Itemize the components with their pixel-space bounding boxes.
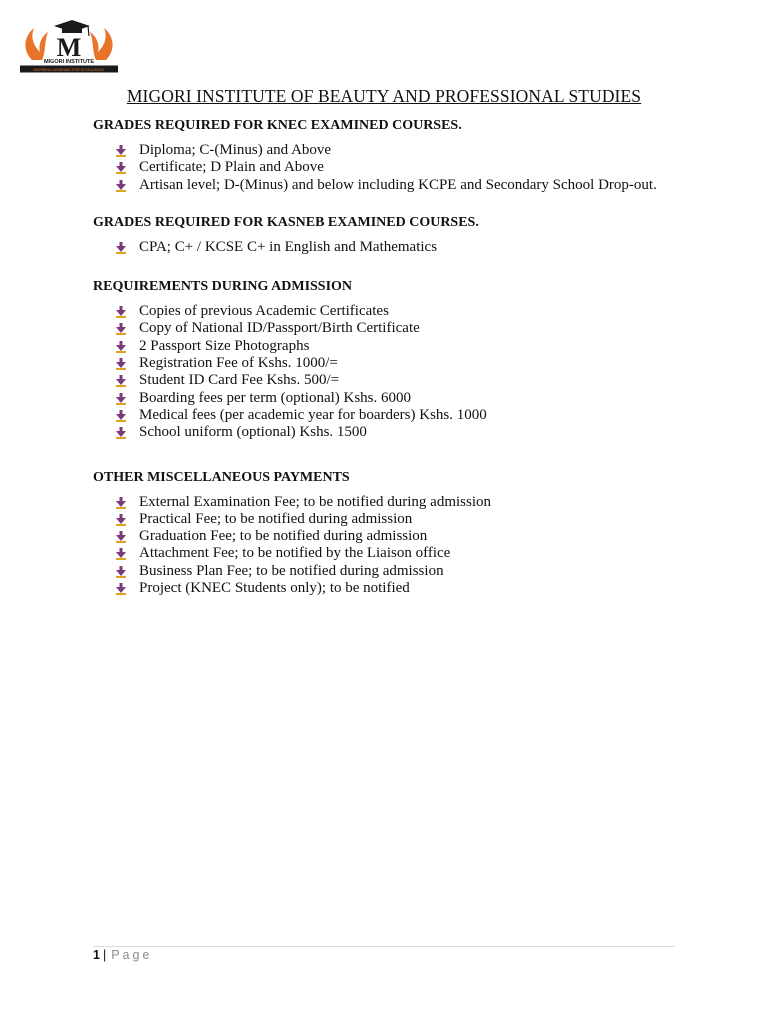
page-label: Page	[111, 948, 153, 962]
arrow-bullet-icon	[115, 180, 127, 192]
section-kasneb-grades	[93, 213, 673, 256]
list-item	[139, 355, 673, 372]
list-item-text: Attachment Fee; to be notified by the Liaison office	[139, 545, 451, 562]
arrow-bullet-icon	[115, 393, 127, 405]
list-item	[139, 511, 673, 528]
list-item	[139, 142, 673, 159]
list-item-text: CPA; C+ / KCSE C+ in English and Mathematics	[139, 238, 438, 255]
list-item-text: Certificate; D Plain and Above	[139, 159, 324, 176]
list-item	[139, 177, 673, 194]
list-item-text: Boarding fees per term (optional) Kshs. 6000	[139, 389, 412, 406]
arrow-bullet-icon	[115, 358, 127, 370]
logo-name: MIGORI INSTITUTE	[43, 59, 95, 65]
list-item-text: Project (KNEC Students only); to be notified	[139, 580, 410, 597]
arrow-bullet-icon	[115, 306, 127, 318]
list-item-text: Diploma; C-(Minus) and Above	[139, 142, 332, 158]
list-item	[139, 159, 673, 176]
arrow-bullet-icon	[115, 531, 127, 543]
document-body	[93, 116, 673, 597]
arrow-bullet-icon	[115, 427, 127, 439]
list-item	[139, 390, 673, 407]
logo-tagline: INSPIRING LEARNING FOR EXCELLENCE	[33, 68, 105, 72]
section-knec-grades	[93, 116, 673, 194]
arrow-bullet-icon	[115, 242, 127, 254]
list-item-text: Student ID Card Fee Kshs. 500/=	[139, 372, 340, 389]
document-title: MIGORI INSTITUTE OF BEAUTY AND PROFESSIONAL STUDIES	[126, 86, 642, 106]
arrow-bullet-icon	[115, 341, 127, 353]
list-item-text: External Examination Fee; to be notified during admission	[139, 493, 492, 510]
list-item	[139, 545, 673, 562]
section-misc-payments	[93, 468, 673, 598]
arrow-bullet-icon	[115, 145, 127, 157]
list-item-text: Artisan level; D-(Minus) and below including KCPE and Secondary School Drop-out.	[139, 176, 657, 193]
list-item	[139, 303, 673, 320]
section-heading: GRADES REQUIRED FOR KNEC EXAMINED COURSES.	[93, 118, 462, 133]
list-item	[139, 338, 673, 355]
section-heading: GRADES REQUIRED FOR KASNEB EXAMINED COURSES.	[93, 214, 479, 230]
logo-graphic	[16, 16, 122, 76]
list-item	[139, 239, 673, 256]
footer-separator: |	[102, 948, 107, 962]
list-item	[139, 580, 673, 597]
section-heading: REQUIREMENTS DURING ADMISSION	[93, 279, 353, 295]
list-item-text: Registration Fee of Kshs. 1000/=	[139, 355, 338, 372]
arrow-bullet-icon	[115, 583, 127, 595]
arrow-bullet-icon	[115, 375, 127, 387]
section-heading: OTHER MISCELLANEOUS PAYMENTS	[93, 469, 350, 485]
list-item-text: Copy of National ID/Passport/Birth Certificate	[139, 320, 420, 337]
list-item	[139, 320, 673, 337]
bullet-list	[93, 303, 673, 441]
arrow-bullet-icon	[115, 514, 127, 526]
institute-logo	[16, 16, 122, 76]
list-item-text: Medical fees (per academic year for boarders) Kshs. 1000	[139, 406, 487, 423]
arrow-bullet-icon	[115, 162, 127, 174]
list-item	[139, 528, 673, 545]
list-item-text: Business Plan Fee; to be notified during admission	[139, 562, 444, 579]
page-number: 1	[93, 948, 100, 962]
list-item	[139, 424, 673, 441]
list-item-text: Copies of previous Academic Certificates	[139, 303, 389, 320]
list-item-text: 2 Passport Size Photographs	[139, 337, 310, 354]
list-item-text: Graduation Fee; to be notified during admission	[139, 528, 428, 545]
logo-monogram: M	[56, 33, 82, 62]
list-item-text: Practical Fee; to be notified during admission	[139, 510, 413, 527]
arrow-bullet-icon	[115, 410, 127, 422]
page-footer	[93, 948, 152, 962]
list-item	[139, 372, 673, 389]
bullet-list	[93, 494, 673, 598]
list-item	[139, 494, 673, 511]
bullet-list	[93, 142, 673, 194]
bullet-list	[93, 239, 673, 256]
footer-divider	[93, 946, 675, 947]
arrow-bullet-icon	[115, 566, 127, 578]
arrow-bullet-icon	[115, 548, 127, 560]
list-item	[139, 563, 673, 580]
section-admission-requirements	[93, 277, 673, 441]
list-item	[139, 407, 673, 424]
arrow-bullet-icon	[115, 323, 127, 335]
list-item-text: School uniform (optional) Kshs. 1500	[139, 424, 367, 441]
arrow-bullet-icon	[115, 497, 127, 509]
